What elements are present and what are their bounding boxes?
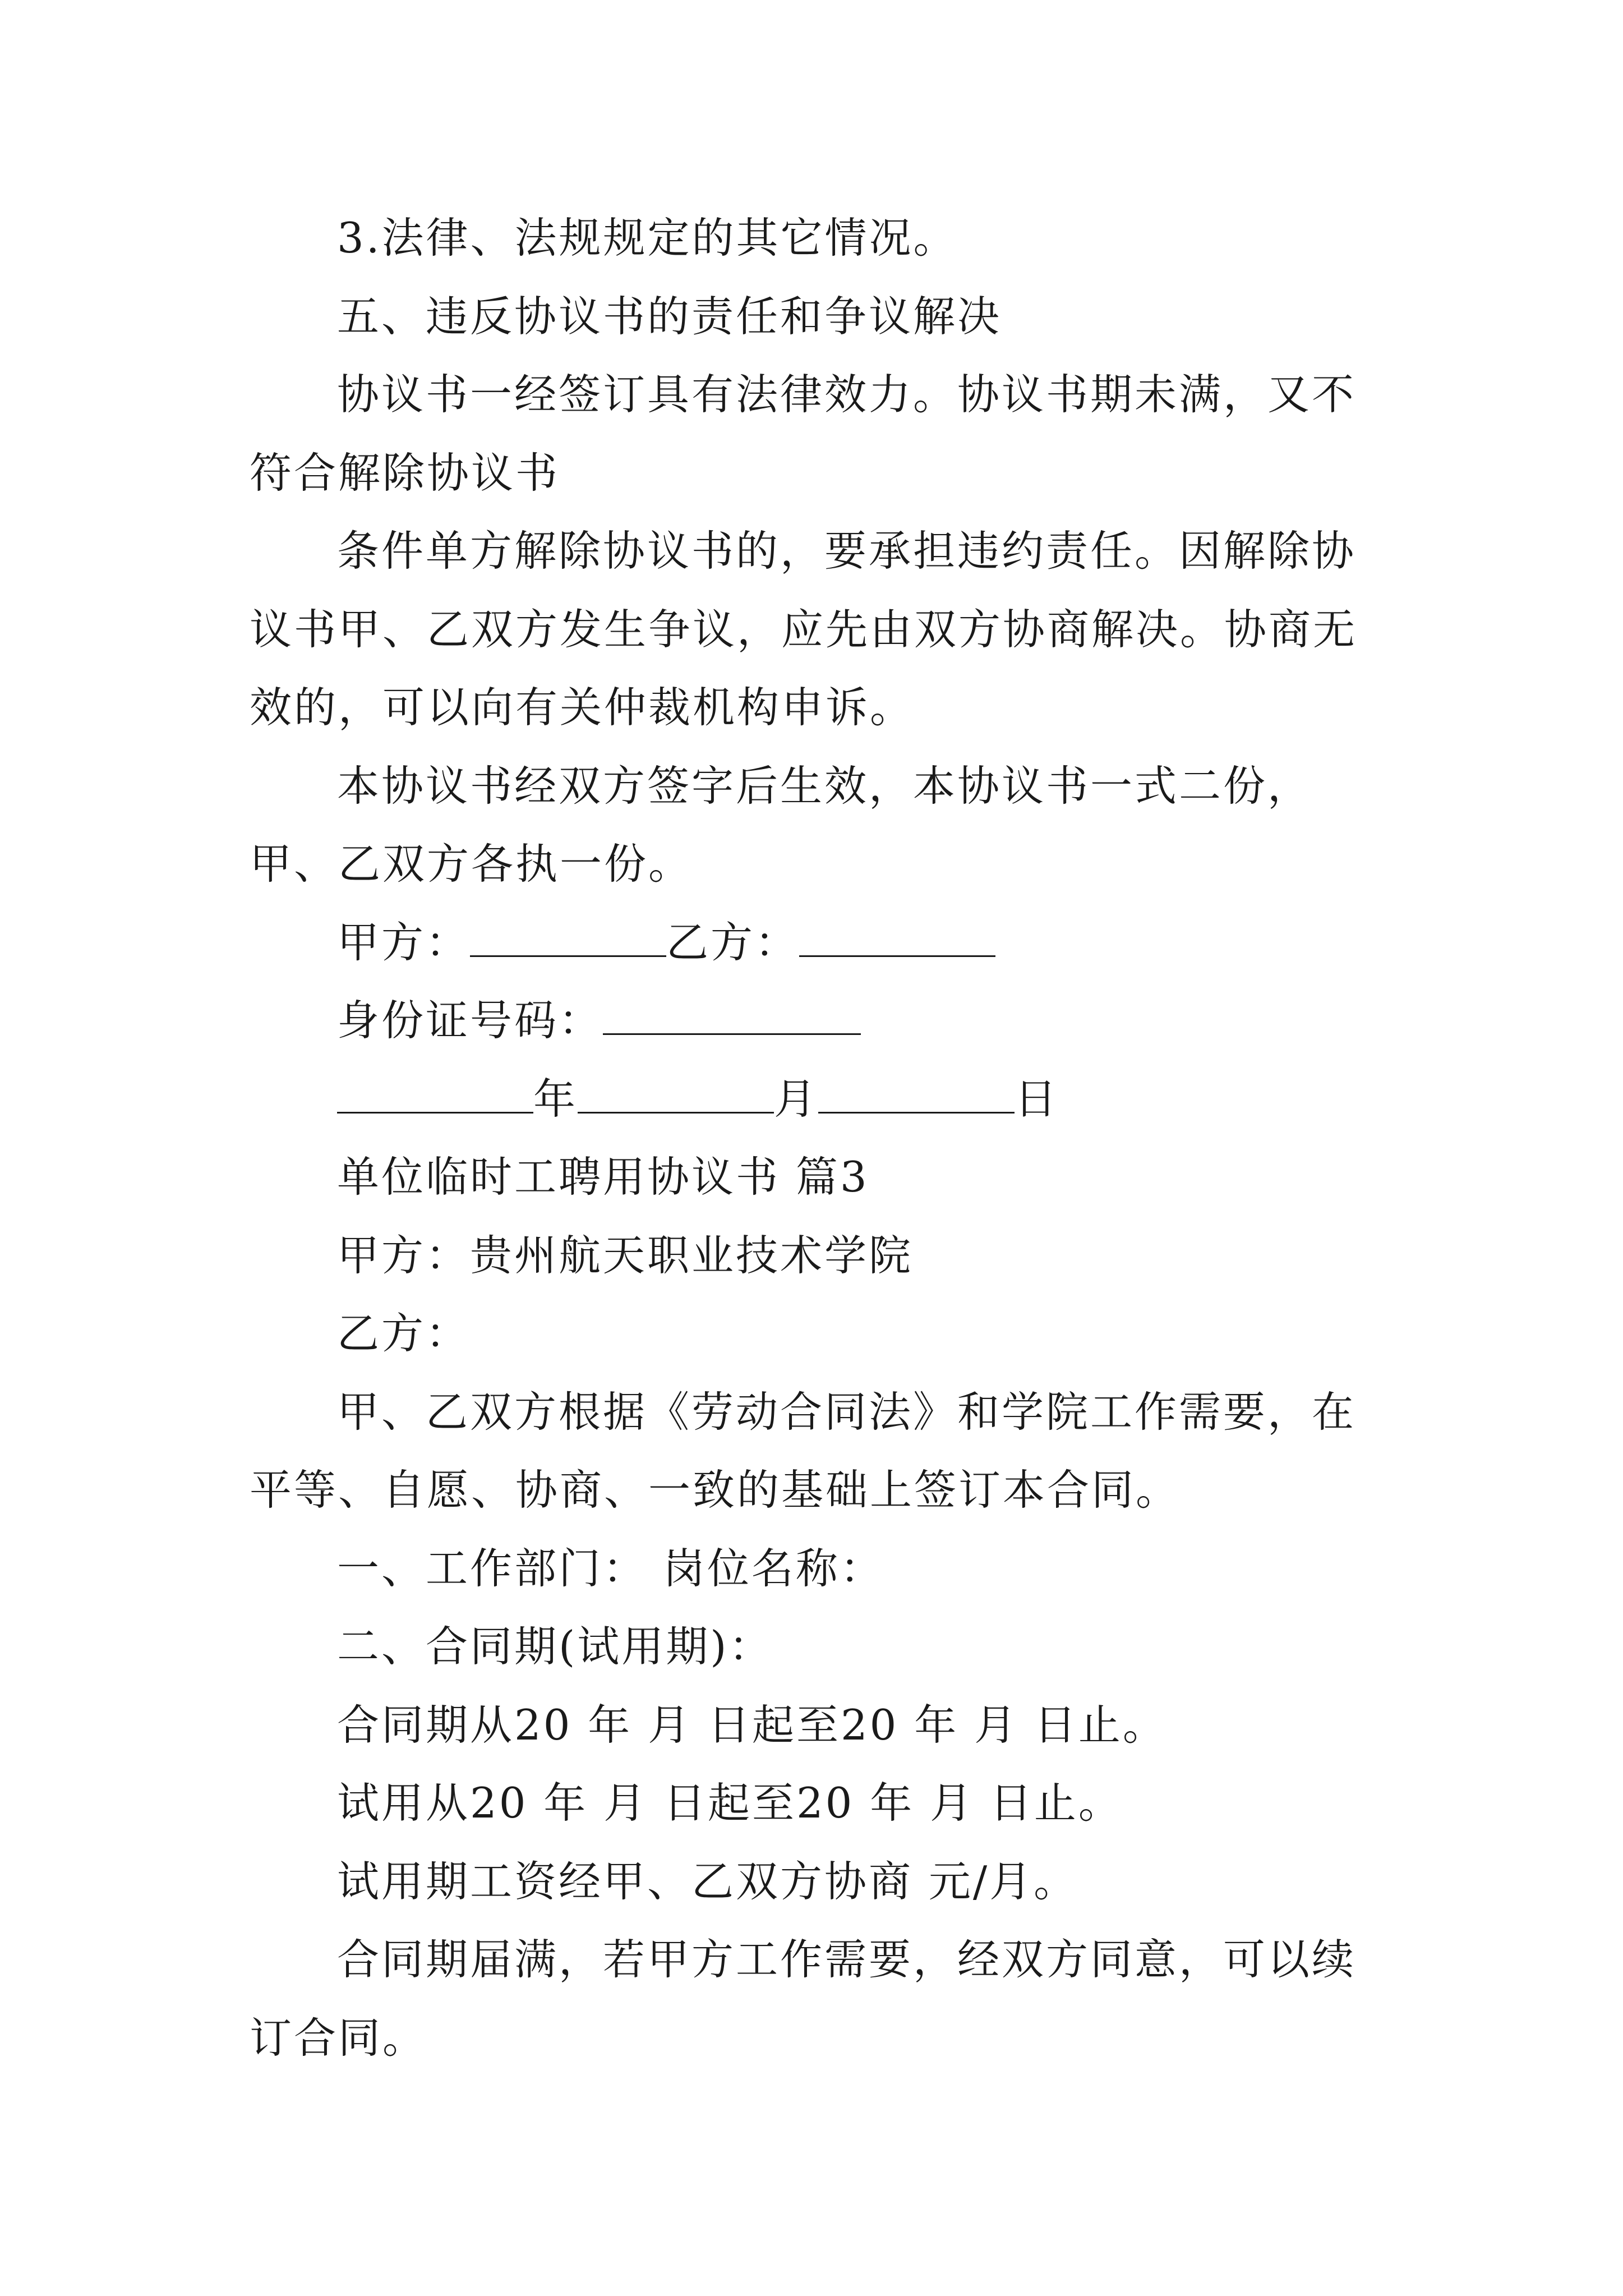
- party-b-line: 乙方：: [337, 1309, 471, 1358]
- section-title: 单位临时工聘用协议书 篇3: [337, 1152, 869, 1202]
- trial-period-line: 试用从20 年 月 日起至20 年 月 日止。: [337, 1778, 1123, 1828]
- document-body: [250, 199, 1399, 2077]
- month-blank[interactable]: [578, 1078, 774, 1114]
- party-b-signature-label: 乙方：: [666, 917, 800, 967]
- party-a-signature-label: 甲方：: [337, 917, 471, 967]
- section-heading-breach-and-dispute: 五、违反协议书的责任和争议解决: [337, 291, 1002, 341]
- party-a-signature-blank[interactable]: [470, 922, 666, 957]
- party-a-line: 甲方：贵州航天职业技术学院: [337, 1230, 914, 1280]
- preamble-paragraph: 甲、乙双方根据《劳动合同法》和学院工作需要，在平等、自愿、协商、一致的基础上签订本合同。: [250, 1387, 1357, 1515]
- year-blank[interactable]: [337, 1078, 533, 1114]
- item-2-contract-period: 二、合同期(试用期)：: [337, 1622, 773, 1671]
- day-label: 日: [1015, 1074, 1059, 1124]
- contract-period-line: 合同期从20 年 月 日起至20 年 月 日止。: [337, 1700, 1167, 1750]
- clause-3-other-situations: 3.法律、法规规定的其它情况。: [337, 213, 958, 263]
- year-label: 年: [533, 1074, 578, 1124]
- day-blank[interactable]: [818, 1078, 1015, 1114]
- signature-line: [250, 904, 1399, 982]
- paragraph-effectiveness: 本协议书经双方签字后生效，本协议书一式二份，甲、乙双方各执一份。: [250, 761, 1312, 889]
- paragraph-unilateral-termination: 条件单方解除协议书的，要承担违约责任。因解除协议书甲、乙双方发生争议，应先由双方协商解决。协商无效的，可以向有关仲裁机构申诉。: [250, 526, 1358, 732]
- id-number-blank[interactable]: [603, 1000, 861, 1035]
- party-b-signature-blank[interactable]: [799, 922, 995, 957]
- item-1-department: 一、工作部门： 岗位名称：: [337, 1543, 884, 1593]
- id-number-line: [250, 982, 1399, 1060]
- trial-wage-line: 试用期工资经甲、乙双方协商 元/月。: [337, 1856, 1078, 1906]
- renewal-paragraph: 合同期届满，若甲方工作需要，经双方同意，可以续订合同。: [250, 1935, 1357, 2063]
- date-line: [250, 1060, 1399, 1139]
- paragraph-legal-effect: 协议书一经签订具有法律效力。协议书期未满，又不符合解除协议书: [250, 370, 1357, 498]
- month-label: 月: [774, 1074, 819, 1124]
- id-number-label: 身份证号码：: [337, 996, 603, 1045]
